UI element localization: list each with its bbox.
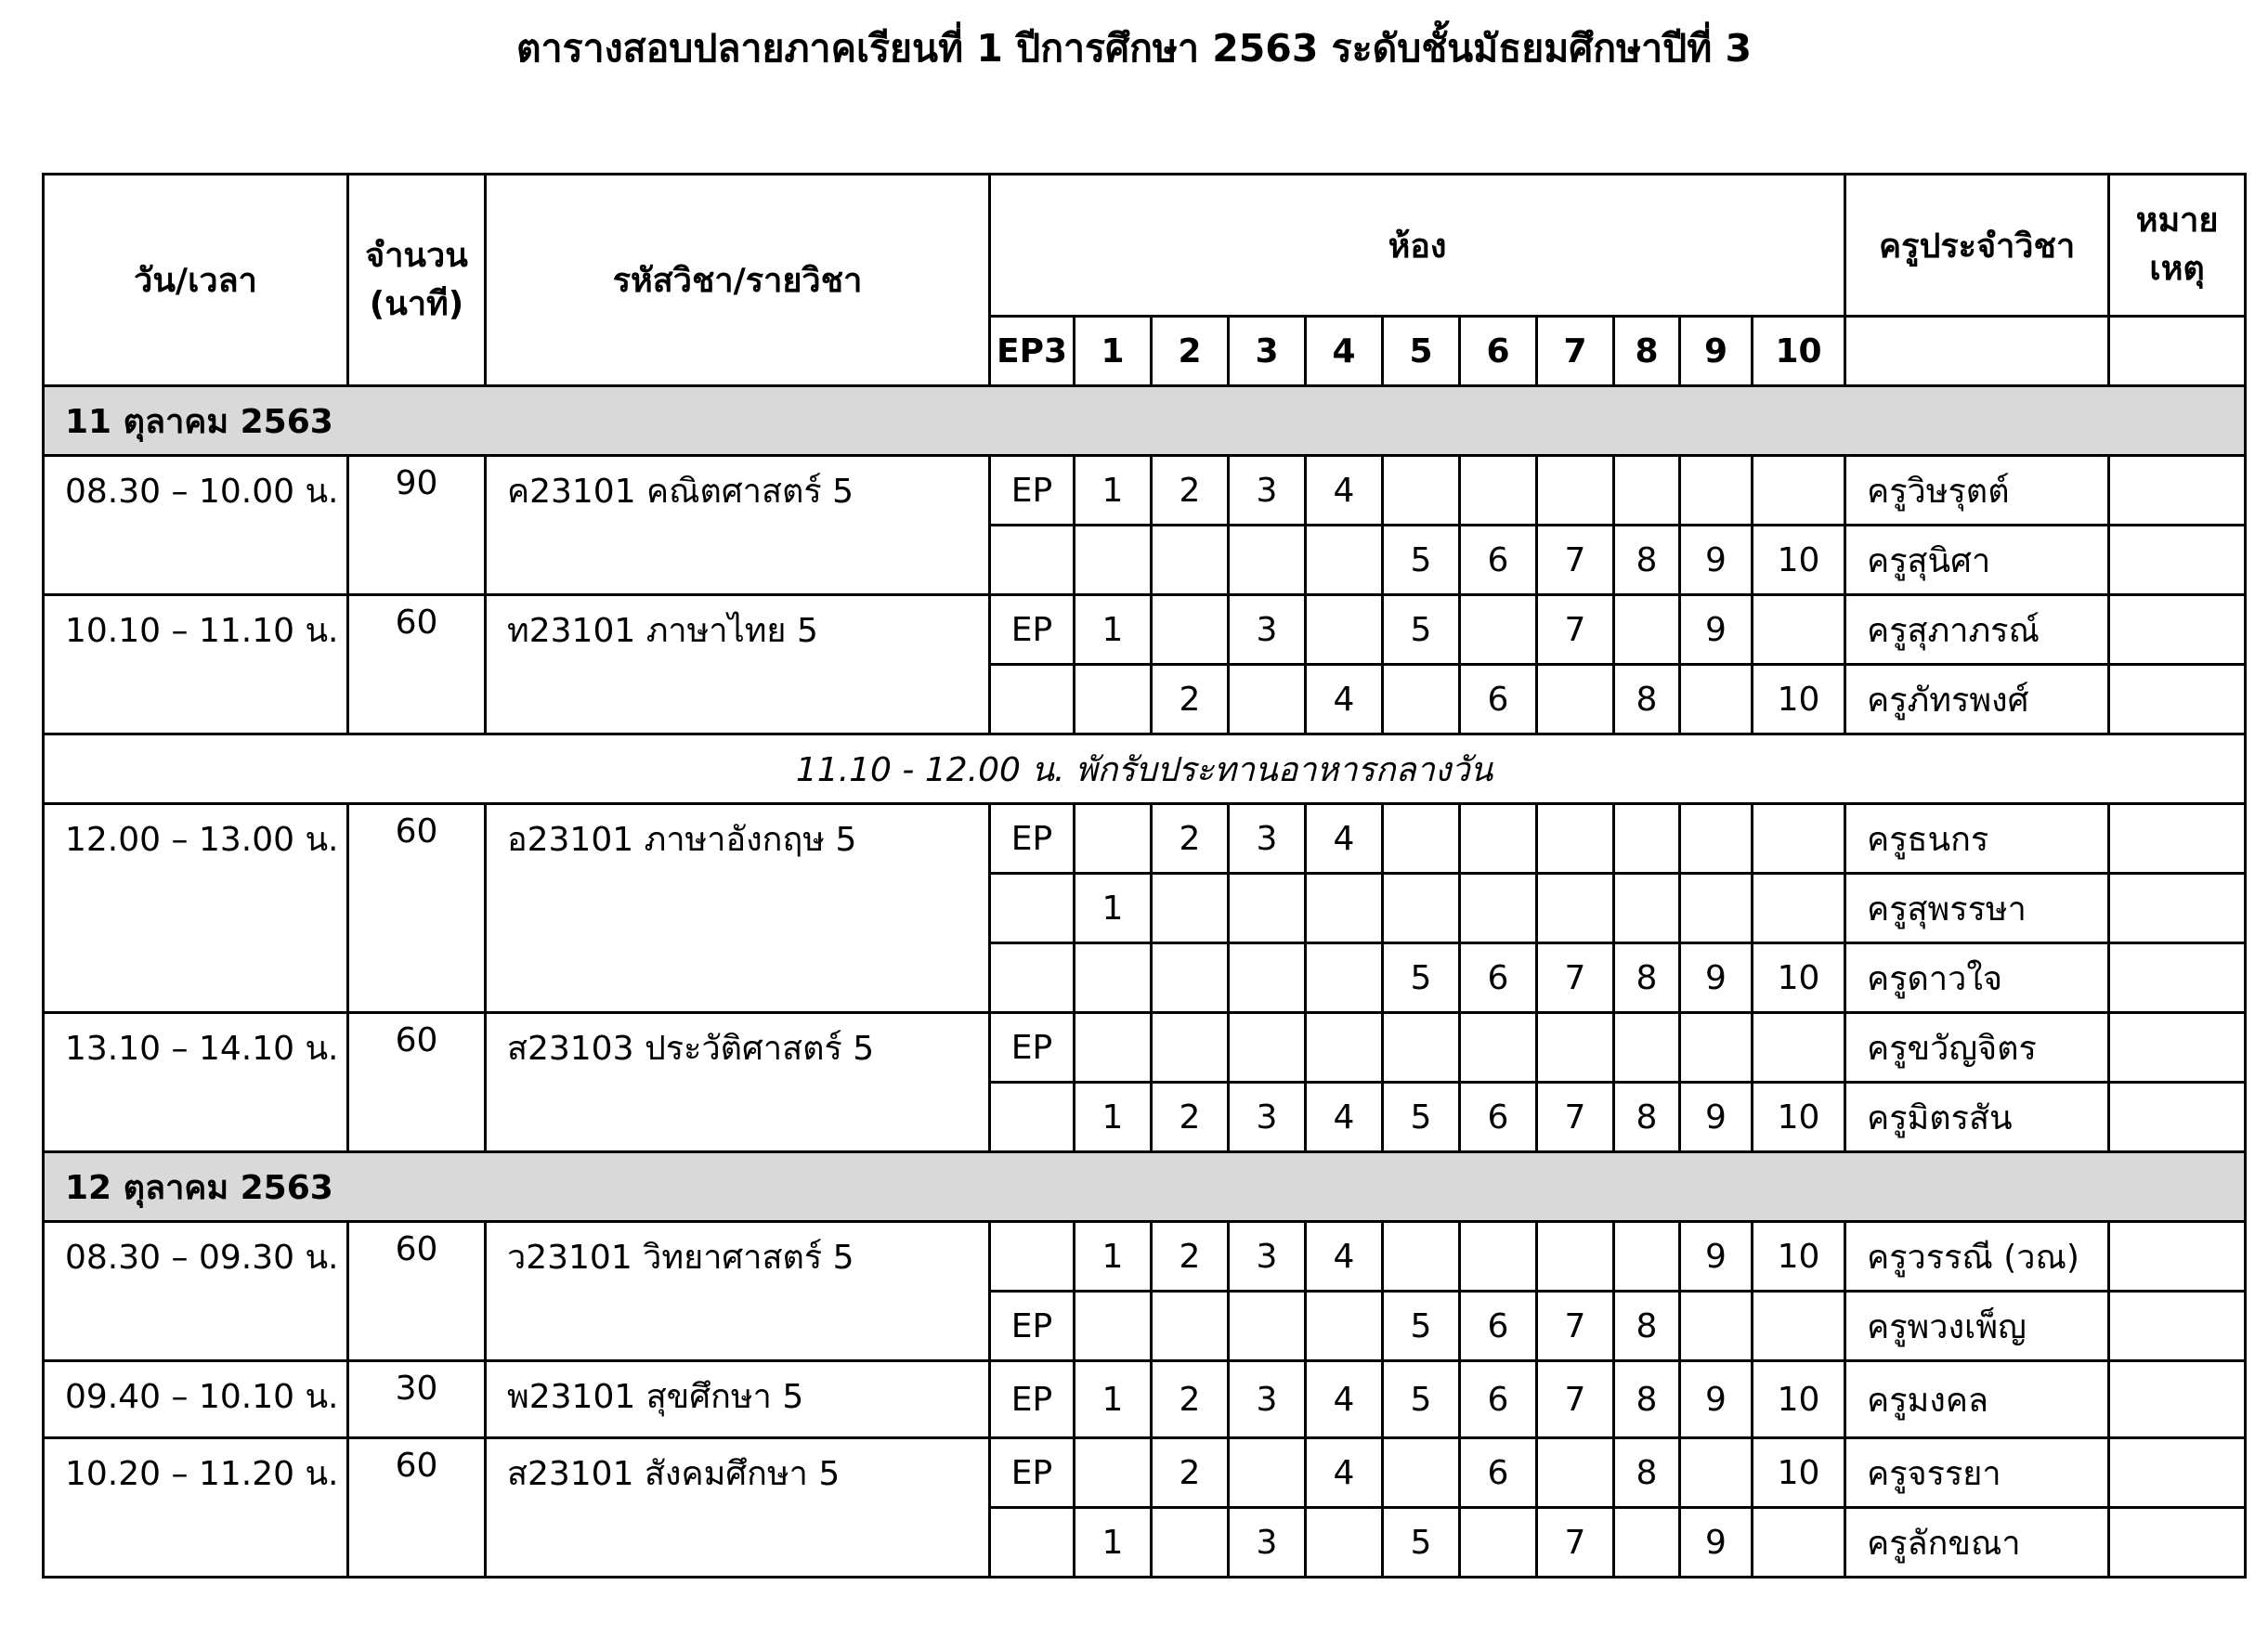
teacher-name: ครูลักขณา xyxy=(1845,1508,2109,1578)
room-cell xyxy=(1460,874,1537,943)
exam-subject: ว23101 วิทยาศาสตร์ 5 xyxy=(486,1222,990,1361)
room-cell xyxy=(1075,1438,1152,1508)
room-cell xyxy=(1152,943,1229,1013)
room-cell xyxy=(1537,665,1614,734)
exam-time: 13.10 – 14.10 น. xyxy=(44,1013,348,1152)
room-cell xyxy=(1306,1508,1383,1578)
room-cell: 10 xyxy=(1753,1361,1845,1438)
room-cell xyxy=(1075,1013,1152,1083)
table-row xyxy=(44,804,2246,874)
exam-time: 10.10 – 11.10 น. xyxy=(44,595,348,734)
header-duration-line2: (นาที) xyxy=(369,284,464,323)
header-room-col: 7 xyxy=(1537,317,1614,386)
table-row xyxy=(44,1222,2246,1292)
room-cell: 4 xyxy=(1306,665,1383,734)
room-cell: 3 xyxy=(1229,456,1306,526)
lunch-break-text: 11.10 - 12.00 น. พักรับประทานอาหารกลางวัน xyxy=(44,734,2246,804)
room-cell: 3 xyxy=(1229,1222,1306,1292)
room-cell: 7 xyxy=(1537,1508,1614,1578)
exam-subject: ค23101 คณิตศาสตร์ 5 xyxy=(486,456,990,595)
room-cell: 2 xyxy=(1152,456,1229,526)
header-row-1 xyxy=(44,175,2246,317)
room-cell: 3 xyxy=(1229,1083,1306,1152)
note-cell xyxy=(2109,595,2246,665)
room-cell: 2 xyxy=(1152,1361,1229,1438)
note-cell xyxy=(2109,1222,2246,1292)
room-cell xyxy=(1152,526,1229,595)
table-row xyxy=(44,1013,2246,1083)
room-cell: 2 xyxy=(1152,1438,1229,1508)
room-cell: 6 xyxy=(1460,1292,1537,1361)
exam-duration: 60 xyxy=(348,1013,486,1152)
room-cell xyxy=(1075,943,1152,1013)
room-cell xyxy=(1614,874,1680,943)
room-cell xyxy=(1306,874,1383,943)
room-cell: 8 xyxy=(1614,665,1680,734)
note-cell xyxy=(2109,1083,2246,1152)
room-cell xyxy=(1680,874,1753,943)
room-cell xyxy=(1680,1292,1753,1361)
teacher-name: ครูพวงเพ็ญ xyxy=(1845,1292,2109,1361)
room-cell: 4 xyxy=(1306,1438,1383,1508)
room-cell: 4 xyxy=(1306,456,1383,526)
exam-duration: 60 xyxy=(348,1438,486,1578)
room-cell: EP xyxy=(990,1438,1075,1508)
room-cell xyxy=(1383,874,1460,943)
exam-duration: 90 xyxy=(348,456,486,595)
room-cell xyxy=(1614,1222,1680,1292)
room-cell: 6 xyxy=(1460,526,1537,595)
room-cell xyxy=(1152,1292,1229,1361)
note-cell xyxy=(2109,526,2246,595)
header-teacher: ครูประจำวิชา xyxy=(1845,175,2109,317)
room-cell xyxy=(990,526,1075,595)
room-cell xyxy=(990,874,1075,943)
room-cell xyxy=(1383,1438,1460,1508)
room-cell: 5 xyxy=(1383,943,1460,1013)
room-cell xyxy=(1229,874,1306,943)
exam-subject: ท23101 ภาษาไทย 5 xyxy=(486,595,990,734)
room-cell: 7 xyxy=(1537,1292,1614,1361)
room-cell: 5 xyxy=(1383,1292,1460,1361)
exam-subject: อ23101 ภาษาอังกฤษ 5 xyxy=(486,804,990,1013)
room-cell xyxy=(1075,665,1152,734)
room-cell: 1 xyxy=(1075,1508,1152,1578)
room-cell xyxy=(1460,1013,1537,1083)
room-cell: 1 xyxy=(1075,874,1152,943)
room-cell xyxy=(1614,804,1680,874)
room-cell xyxy=(1614,595,1680,665)
teacher-name: ครูจรรยา xyxy=(1845,1438,2109,1508)
room-cell xyxy=(1075,526,1152,595)
header-datetime: วัน/เวลา xyxy=(44,175,348,386)
exam-time: 10.20 – 11.20 น. xyxy=(44,1438,348,1578)
room-cell xyxy=(1229,943,1306,1013)
note-cell xyxy=(2109,1292,2246,1361)
note-cell xyxy=(2109,456,2246,526)
room-cell xyxy=(1753,804,1845,874)
room-cell xyxy=(1383,456,1460,526)
room-cell xyxy=(1753,1292,1845,1361)
room-cell xyxy=(1614,1508,1680,1578)
room-cell: EP xyxy=(990,1013,1075,1083)
room-cell xyxy=(990,1083,1075,1152)
room-cell: 6 xyxy=(1460,665,1537,734)
note-cell xyxy=(2109,1361,2246,1438)
room-cell: EP xyxy=(990,1361,1075,1438)
exam-subject: ส23101 สังคมศึกษา 5 xyxy=(486,1438,990,1578)
header-note-blank xyxy=(2109,317,2246,386)
room-cell xyxy=(1753,1013,1845,1083)
room-cell xyxy=(1075,804,1152,874)
room-cell xyxy=(1680,1013,1753,1083)
exam-schedule-table xyxy=(42,173,2247,1579)
teacher-name: ครูวรรณี (วณ) xyxy=(1845,1222,2109,1292)
exam-subject: ส23103 ประวัติศาสตร์ 5 xyxy=(486,1013,990,1152)
room-cell: 8 xyxy=(1614,1438,1680,1508)
header-teacher-blank xyxy=(1845,317,2109,386)
room-cell xyxy=(1460,1508,1537,1578)
room-cell: 9 xyxy=(1680,526,1753,595)
table-row xyxy=(44,456,2246,526)
room-cell xyxy=(1152,595,1229,665)
room-cell xyxy=(1383,1013,1460,1083)
teacher-name: ครูภัทรพงศ์ xyxy=(1845,665,2109,734)
room-cell xyxy=(1075,1292,1152,1361)
room-cell: 9 xyxy=(1680,1222,1753,1292)
header-room-col: 9 xyxy=(1680,317,1753,386)
room-cell: 8 xyxy=(1614,1083,1680,1152)
header-room-col: EP3 xyxy=(990,317,1075,386)
exam-duration: 30 xyxy=(348,1361,486,1438)
room-cell: 4 xyxy=(1306,1222,1383,1292)
header-rooms: ห้อง xyxy=(990,175,1845,317)
room-cell xyxy=(1383,804,1460,874)
room-cell xyxy=(1383,665,1460,734)
room-cell: EP xyxy=(990,456,1075,526)
room-cell: 5 xyxy=(1383,1508,1460,1578)
header-room-col: 5 xyxy=(1383,317,1460,386)
room-cell xyxy=(1680,804,1753,874)
room-cell: 2 xyxy=(1152,1083,1229,1152)
header-note-line2: เหตุ xyxy=(2149,250,2205,288)
room-cell: 7 xyxy=(1537,1361,1614,1438)
page-title: ตารางสอบปลายภาคเรียนที่ 1 ปีการศึกษา 2563 ระดับชั้นมัธยมศึกษาปีที่ 3 xyxy=(515,26,1753,71)
note-cell xyxy=(2109,1508,2246,1578)
teacher-name: ครูสุพรรษา xyxy=(1845,874,2109,943)
exam-duration: 60 xyxy=(348,804,486,1013)
room-cell xyxy=(1537,1013,1614,1083)
room-cell: 8 xyxy=(1614,943,1680,1013)
room-cell xyxy=(1229,1292,1306,1361)
room-cell xyxy=(1152,1013,1229,1083)
room-cell: 10 xyxy=(1753,665,1845,734)
room-cell xyxy=(1306,526,1383,595)
teacher-name: ครูดาวใจ xyxy=(1845,943,2109,1013)
room-cell xyxy=(1306,943,1383,1013)
room-cell xyxy=(1537,804,1614,874)
header-duration-line1: จำนวน xyxy=(365,236,468,275)
room-cell: 9 xyxy=(1680,595,1753,665)
room-cell: 10 xyxy=(1753,943,1845,1013)
exam-subject: พ23101 สุขศึกษา 5 xyxy=(486,1361,990,1438)
room-cell: EP xyxy=(990,1292,1075,1361)
room-cell: 2 xyxy=(1152,804,1229,874)
room-cell xyxy=(1460,804,1537,874)
lunch-break-row xyxy=(44,734,2246,804)
room-cell: 3 xyxy=(1229,804,1306,874)
exam-time: 08.30 – 09.30 น. xyxy=(44,1222,348,1361)
header-room-col: 8 xyxy=(1614,317,1680,386)
table-row xyxy=(44,1361,2246,1438)
header-duration xyxy=(348,175,486,386)
room-cell: 3 xyxy=(1229,595,1306,665)
room-cell xyxy=(1753,595,1845,665)
room-cell: 8 xyxy=(1614,526,1680,595)
room-cell xyxy=(1537,1222,1614,1292)
room-cell: 4 xyxy=(1306,804,1383,874)
room-cell xyxy=(1680,1438,1753,1508)
room-cell xyxy=(990,1508,1075,1578)
header-room-col: 2 xyxy=(1152,317,1229,386)
room-cell xyxy=(1152,1508,1229,1578)
room-cell xyxy=(990,665,1075,734)
room-cell xyxy=(990,1222,1075,1292)
room-cell: 9 xyxy=(1680,1083,1753,1152)
room-cell: 8 xyxy=(1614,1361,1680,1438)
note-cell xyxy=(2109,1438,2246,1508)
header-room-col: 10 xyxy=(1753,317,1845,386)
room-cell: 1 xyxy=(1075,1083,1152,1152)
exam-time: 12.00 – 13.00 น. xyxy=(44,804,348,1013)
note-cell xyxy=(2109,874,2246,943)
room-cell xyxy=(1537,1438,1614,1508)
room-cell: 1 xyxy=(1075,595,1152,665)
room-cell xyxy=(1614,1013,1680,1083)
header-room-col: 6 xyxy=(1460,317,1537,386)
room-cell: 2 xyxy=(1152,665,1229,734)
room-cell: 7 xyxy=(1537,1083,1614,1152)
room-cell: 7 xyxy=(1537,943,1614,1013)
room-cell: EP xyxy=(990,804,1075,874)
room-cell: 4 xyxy=(1306,1361,1383,1438)
header-room-col: 4 xyxy=(1306,317,1383,386)
room-cell: 10 xyxy=(1753,526,1845,595)
room-cell: 10 xyxy=(1753,1438,1845,1508)
room-cell xyxy=(1680,456,1753,526)
note-cell xyxy=(2109,1013,2246,1083)
room-cell xyxy=(1753,874,1845,943)
room-cell xyxy=(1537,874,1614,943)
room-cell xyxy=(1229,526,1306,595)
teacher-name: ครูมิตรสัน xyxy=(1845,1083,2109,1152)
room-cell: 1 xyxy=(1075,1361,1152,1438)
teacher-name: ครูสุนิศา xyxy=(1845,526,2109,595)
header-subject: รหัสวิชา/รายวิชา xyxy=(486,175,990,386)
table-row xyxy=(44,595,2246,665)
room-cell: 6 xyxy=(1460,1083,1537,1152)
room-cell: 10 xyxy=(1753,1222,1845,1292)
room-cell: 6 xyxy=(1460,1361,1537,1438)
room-cell: 9 xyxy=(1680,1361,1753,1438)
room-cell: 3 xyxy=(1229,1361,1306,1438)
table-row xyxy=(44,1438,2246,1508)
room-cell: 7 xyxy=(1537,595,1614,665)
exam-time: 09.40 – 10.10 น. xyxy=(44,1361,348,1438)
room-cell: 5 xyxy=(1383,1361,1460,1438)
room-cell xyxy=(1306,1013,1383,1083)
room-cell: 3 xyxy=(1229,1508,1306,1578)
room-cell xyxy=(1306,1292,1383,1361)
room-cell xyxy=(1680,665,1753,734)
room-cell xyxy=(1229,665,1306,734)
room-cell: 1 xyxy=(1075,1222,1152,1292)
room-cell xyxy=(1152,874,1229,943)
room-cell xyxy=(1383,1222,1460,1292)
note-cell xyxy=(2109,804,2246,874)
header-note xyxy=(2109,175,2246,317)
exam-duration: 60 xyxy=(348,1222,486,1361)
room-cell: 6 xyxy=(1460,1438,1537,1508)
room-cell xyxy=(1753,1508,1845,1578)
room-cell: 9 xyxy=(1680,943,1753,1013)
day-row xyxy=(44,1152,2246,1222)
room-cell: 5 xyxy=(1383,595,1460,665)
room-cell: EP xyxy=(990,595,1075,665)
room-cell: 9 xyxy=(1680,1508,1753,1578)
teacher-name: ครูธนกร xyxy=(1845,804,2109,874)
exam-duration: 60 xyxy=(348,595,486,734)
room-cell: 8 xyxy=(1614,1292,1680,1361)
room-cell xyxy=(1229,1438,1306,1508)
room-cell xyxy=(990,943,1075,1013)
room-cell: 1 xyxy=(1075,456,1152,526)
teacher-name: ครูสุภาภรณ์ xyxy=(1845,595,2109,665)
room-cell xyxy=(1229,1013,1306,1083)
day-label: 11 ตุลาคม 2563 xyxy=(44,386,2246,456)
room-cell xyxy=(1306,595,1383,665)
room-cell: 7 xyxy=(1537,526,1614,595)
day-row xyxy=(44,386,2246,456)
room-cell: 4 xyxy=(1306,1083,1383,1152)
room-cell: 10 xyxy=(1753,1083,1845,1152)
room-cell xyxy=(1537,456,1614,526)
teacher-name: ครูมงคล xyxy=(1845,1361,2109,1438)
room-cell xyxy=(1460,456,1537,526)
teacher-name: ครูวิษรุตต์ xyxy=(1845,456,2109,526)
room-cell xyxy=(1614,456,1680,526)
room-cell: 6 xyxy=(1460,943,1537,1013)
exam-time: 08.30 – 10.00 น. xyxy=(44,456,348,595)
room-cell xyxy=(1460,1222,1537,1292)
note-cell xyxy=(2109,943,2246,1013)
header-room-col: 3 xyxy=(1229,317,1306,386)
day-label: 12 ตุลาคม 2563 xyxy=(44,1152,2246,1222)
room-cell: 5 xyxy=(1383,1083,1460,1152)
note-cell xyxy=(2109,665,2246,734)
header-note-line1: หมาย xyxy=(2135,201,2219,240)
room-cell xyxy=(1460,595,1537,665)
header-room-col: 1 xyxy=(1075,317,1152,386)
room-cell: 2 xyxy=(1152,1222,1229,1292)
room-cell: 5 xyxy=(1383,526,1460,595)
room-cell xyxy=(1753,456,1845,526)
teacher-name: ครูขวัญจิตร xyxy=(1845,1013,2109,1083)
